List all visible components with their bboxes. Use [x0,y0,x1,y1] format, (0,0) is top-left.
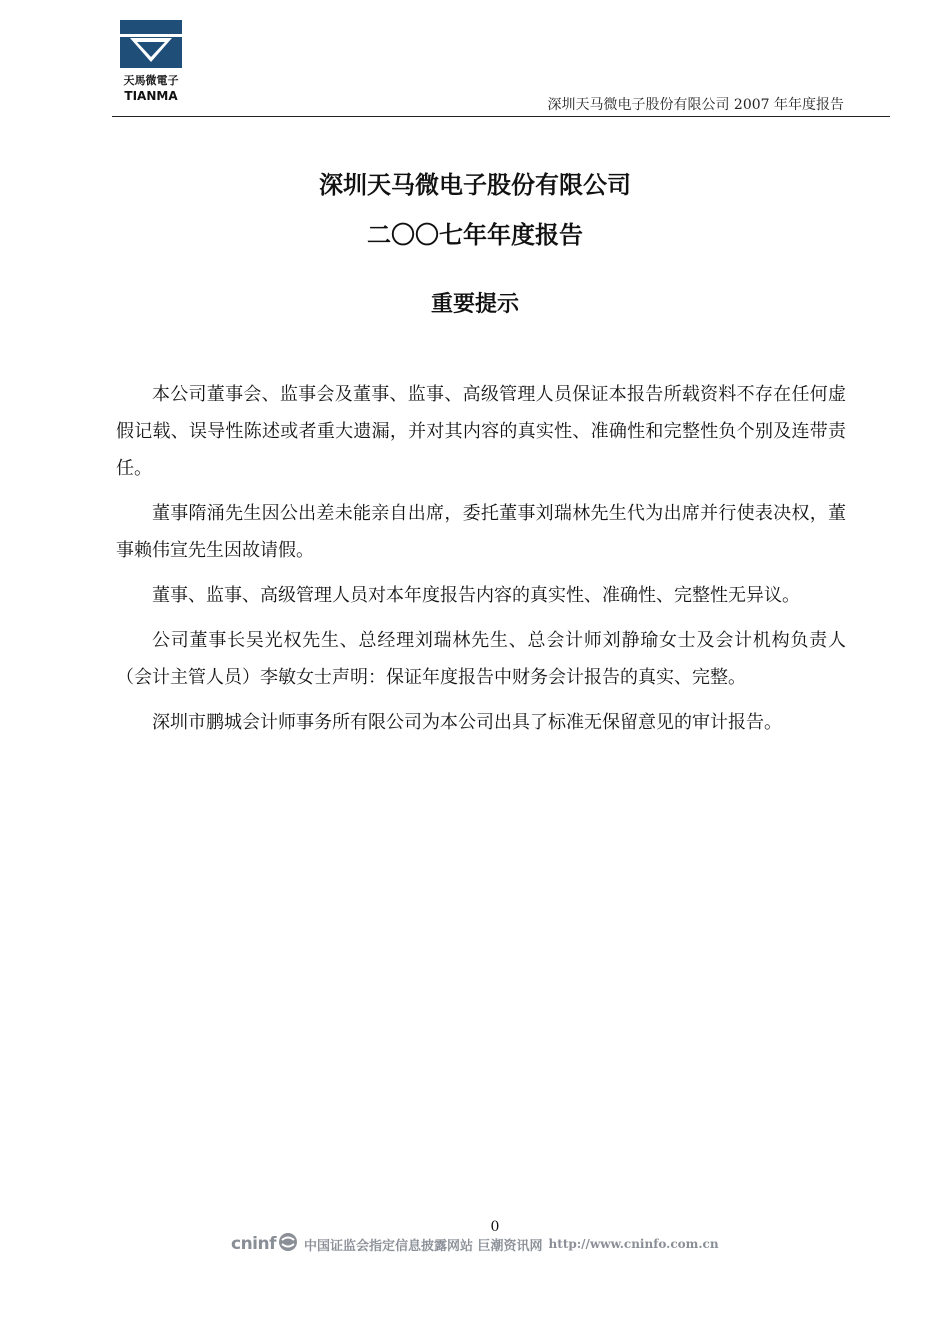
footer-brand: cninf [231,1234,277,1254]
footer-url[interactable]: http://www.cninfo.com.cn [548,1237,719,1251]
company-name-title: 深圳天马微电子股份有限公司 [319,170,631,199]
company-logo [120,20,182,106]
footer-text: 中国证监会指定信息披露网站 巨潮资讯网 [304,1238,543,1254]
notice-body [116,376,846,749]
paragraph-2: 董事隋涌先生因公出差未能亲自出席，委托董事刘瑞林先生代为出席并行使表决权，董事赖伟宣先生因故请假。 [116,503,846,561]
cninfo-swirl-icon [278,1232,298,1256]
logo-text-cn: 天馬微電子 [123,74,179,87]
header-title: 深圳天马微电子股份有限公司 2007 年年度报告 [547,97,844,113]
tianma-logo-icon [120,20,182,106]
paragraph-4: 公司董事长吴光权先生、总经理刘瑞林先生、总会计师刘静瑜女士及会计机构负责人（会计主管人员）李敏女士声明：保证年度报告中财务会计报告的真实、完整。 [116,630,846,688]
footer-watermark [231,1232,719,1256]
report-title: 二〇〇七年年度报告 [367,220,583,249]
page-number: 0 [490,1219,500,1235]
paragraph-5: 深圳市鹏城会计师事务所有限公司为本公司出具了标准无保留意见的审计报告。 [152,712,782,733]
paragraph-1: 本公司董事会、监事会及董事、监事、高级管理人员保证本报告所载资料不存在任何虚假记载、误导性陈述或者重大遗漏，并对其内容的真实性、准确性和完整性负个别及连带责任。 [116,384,846,479]
header-divider [112,116,890,117]
logo-text-en: TIANMA [124,89,178,103]
notice-heading: 重要提示 [430,291,519,317]
paragraph-3: 董事、监事、高级管理人员对本年度报告内容的真实性、准确性、完整性无异议。 [152,585,800,606]
